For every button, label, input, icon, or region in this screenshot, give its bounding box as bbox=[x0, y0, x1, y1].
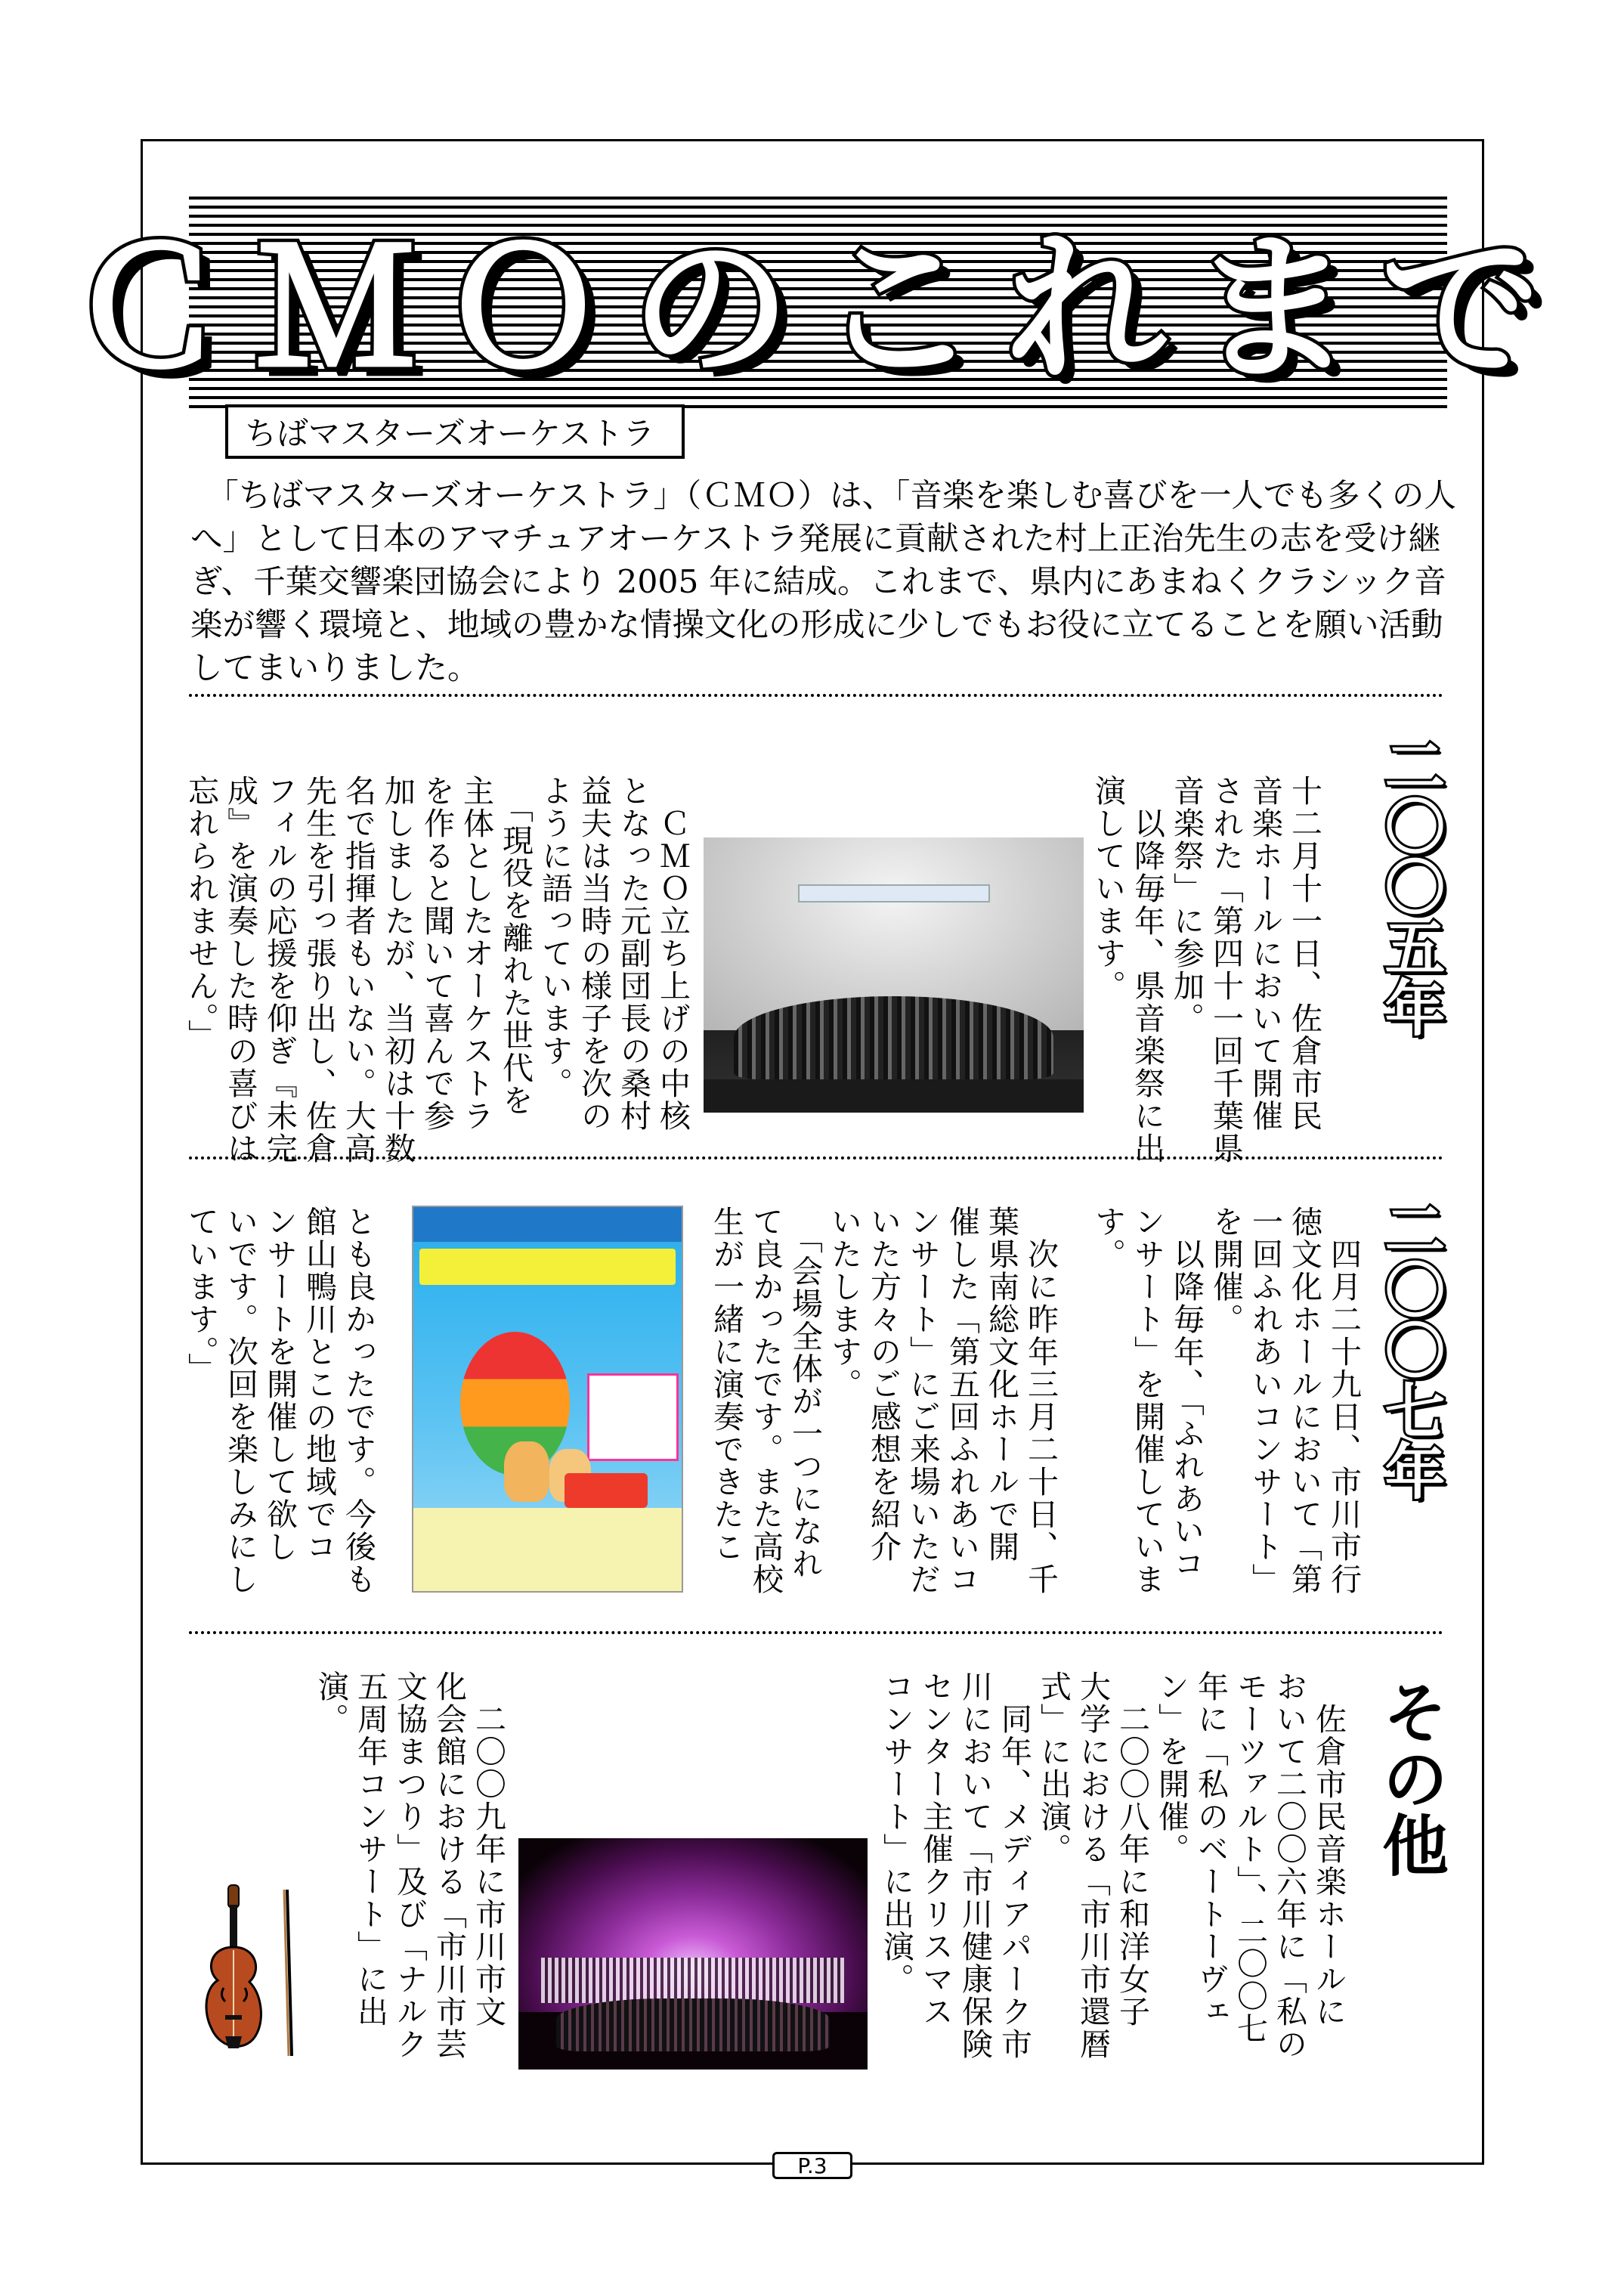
y2007-text-left: とも良かったです。今後も 館山鴨川とこの地域でコ ンサートを開催して欲し いです。次回を楽しみにし ています。」 bbox=[183, 1206, 376, 1596]
year-2005-heading: 二〇〇五年 bbox=[1375, 735, 1445, 1037]
concert-photo-2005 bbox=[704, 837, 1084, 1113]
y2005-text-left: ＣＭＯ立ち上げの中核 となった元副団長の桑村 益夫は当時の様子を次の ように語っています。 「現役を離れた世代を 主体としたオーケストラ を作ると聞いて喜んで参 加しましたが、当初は十数 名で指揮者もいない。大高 先生を引っ張り出し、佐倉 フィルの応援を仰ぎ『未完 成』を演奏した時の喜びは 忘れられません。」 bbox=[183, 775, 691, 1165]
violin-icon bbox=[195, 1875, 308, 2063]
y2005-text-right: 十二月十一日、佐倉市民 音楽ホールにおいて開催 された「第四十一回千葉県 音楽祭」に参加。 以降毎年、県音楽祭に出 演しています。 bbox=[1090, 775, 1322, 1165]
page-title: ＣＭＯのこれまで bbox=[68, 215, 1568, 402]
title-banner bbox=[68, 197, 1568, 410]
concert-poster-image bbox=[412, 1206, 683, 1593]
section-divider bbox=[189, 1156, 1443, 1159]
other-text-right: 佐倉市民音楽ホールに おいて二〇〇六年に「私の モーツァルト」、二〇〇七 年に「私のベートーヴェ ン」を開催。 二〇〇八年に和洋女子 大学における「市川市還暦 式」に出演。 同年、メディアパーク市 川において「市川健康保険 センター主催クリスマス コンサート」に出演。 bbox=[878, 1670, 1347, 2060]
intro-paragraph: 「ちばマスターズオーケストラ」（ＣＭＯ）は、「音楽を楽しむ喜びを一人でも多くの人 へ」として日本のアマチュアオーケストラ発展に貢献された村上正治先生の志を受け継 ぎ、千葉交響楽団協会により 2005 年に結成。これまで、県内にあまねくクラシック音 楽が響く環境と、地域の豊かな情操文化の形成に少しでもお役に立てることを願い活動 してまいりました。 bbox=[190, 478, 1456, 687]
section-divider bbox=[189, 694, 1443, 697]
year-2007-heading: 二〇〇七年 bbox=[1375, 1198, 1445, 1500]
concert-photo-stage bbox=[518, 1838, 868, 2070]
y2007-text-middle: 次に昨年三月二十日、千 葉県南総文化ホールで開 催した「第五回ふれあいコ ンサート」にご来場いただ いた方々のご感想を紹介 いたします。 「会場全体が一つになれ て良かったです。また高校 生が一緒に演奏できたこ bbox=[708, 1206, 1059, 1596]
page-number: P.3 bbox=[772, 2152, 852, 2179]
other-heading: その他 bbox=[1372, 1678, 1449, 1878]
y2007-text-right: 四月二十九日、市川市行 徳文化ホールにおいて「第 一回ふれあいコンサート」 を開催。 以降毎年、「ふれあいコ ンサート」を開催していま す。 bbox=[1090, 1206, 1362, 1596]
section-divider bbox=[189, 1631, 1443, 1634]
other-text-left: 二〇〇九年に市川市文 化会館における「市川市芸 文協まつり」及び「ナルク 五周年コンサート」に出 演。 bbox=[313, 1670, 506, 2060]
orchestra-name-label: ちばマスターズオーケストラ bbox=[225, 404, 685, 459]
